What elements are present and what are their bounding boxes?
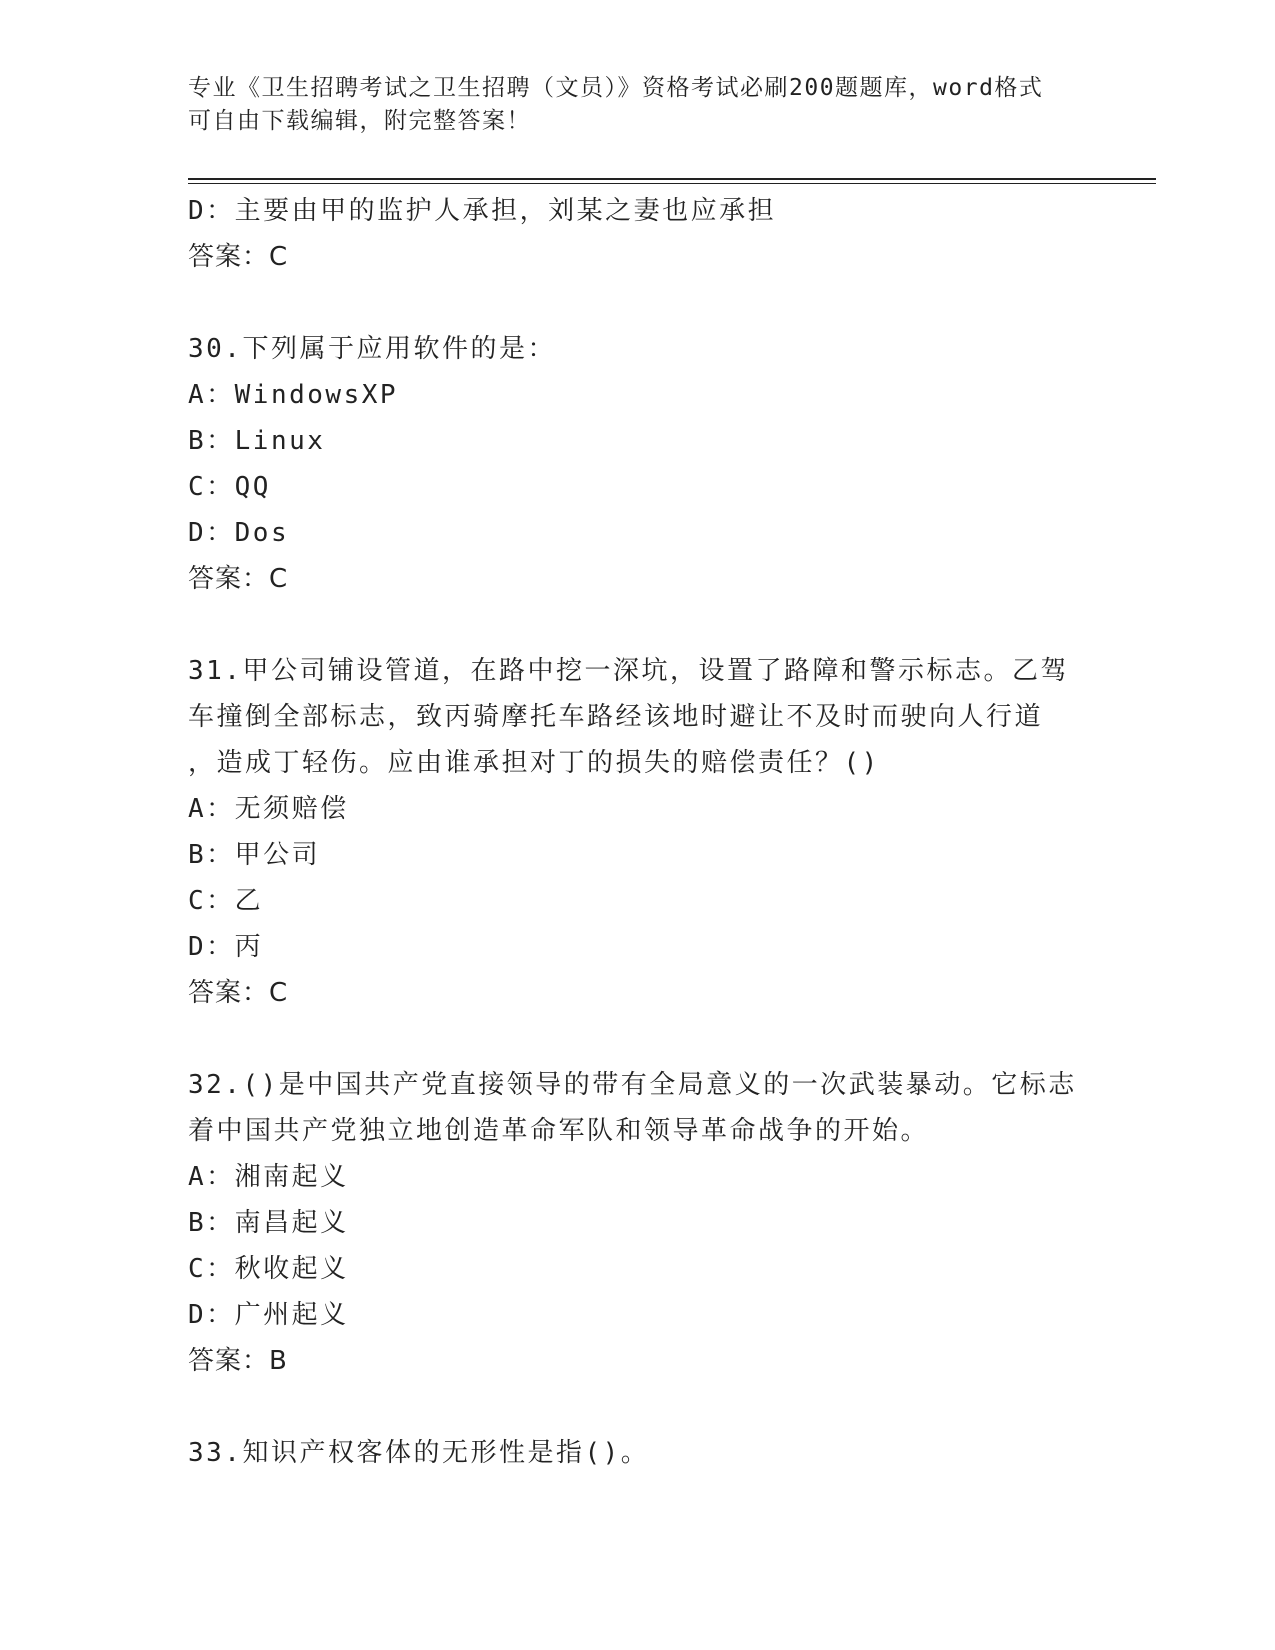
question-stem: 30.下列属于应用软件的是：: [188, 334, 556, 364]
option-a: A：湘南起义: [188, 1162, 349, 1192]
option-c: C：QQ: [188, 472, 271, 502]
answer: 答案：C: [188, 242, 289, 272]
option-d: D：丙: [188, 932, 264, 962]
question-stem-line-2: 车撞倒全部标志，致丙骑摩托车路经该地时避让不及时而驶向人行道: [188, 702, 1044, 732]
header-divider-thin: [188, 183, 1156, 184]
header-line-2: 可自由下载编辑，附完整答案！: [188, 108, 531, 134]
header-line-1: 专业《卫生招聘考试之卫生招聘（文员）》资格考试必刷200题题库，word格式: [188, 75, 1044, 101]
spacer: [188, 1384, 1088, 1430]
question-31: [188, 648, 1088, 1016]
option-d: D：Dos: [188, 518, 290, 548]
question-32: [188, 1062, 1088, 1384]
spacer: [188, 602, 1088, 648]
spacer: [188, 280, 1088, 326]
answer: 答案：C: [188, 564, 289, 594]
option-a: A：WindowsXP: [188, 380, 399, 410]
header-divider-thick: [188, 178, 1156, 180]
question-33: [188, 1430, 1088, 1476]
question-stem-line-3: ，造成丁轻伤。应由谁承担对丁的损失的赔偿责任？(): [188, 748, 880, 778]
option-b: B：Linux: [188, 426, 326, 456]
question-stem: 33.知识产权客体的无形性是指()。: [188, 1438, 650, 1468]
spacer: [188, 1016, 1088, 1062]
document-header: [188, 72, 1068, 138]
carryover-question: [188, 188, 1088, 280]
option-d: D：广州起义: [188, 1300, 349, 1330]
answer: 答案：C: [188, 978, 289, 1008]
question-stem-line-1: 31.甲公司铺设管道，在路中挖一深坑，设置了路障和警示标志。乙驾: [188, 656, 1069, 686]
document-body: [188, 188, 1088, 1476]
question-stem-line-1: 32.()是中国共产党直接领导的带有全局意义的一次武装暴动。它标志: [188, 1070, 1077, 1100]
answer: 答案：B: [188, 1346, 288, 1376]
question-30: [188, 326, 1088, 602]
option-b: B：甲公司: [188, 840, 321, 870]
option-c: C：秋收起义: [188, 1254, 349, 1284]
option-c: C：乙: [188, 886, 264, 916]
question-stem-line-2: 着中国共产党独立地创造革命军队和领导革命战争的开始。: [188, 1116, 930, 1146]
option-a: A：无须赔偿: [188, 794, 349, 824]
option-d: D：主要由甲的监护人承担，刘某之妻也应承担: [188, 196, 777, 226]
option-b: B：南昌起义: [188, 1208, 349, 1238]
